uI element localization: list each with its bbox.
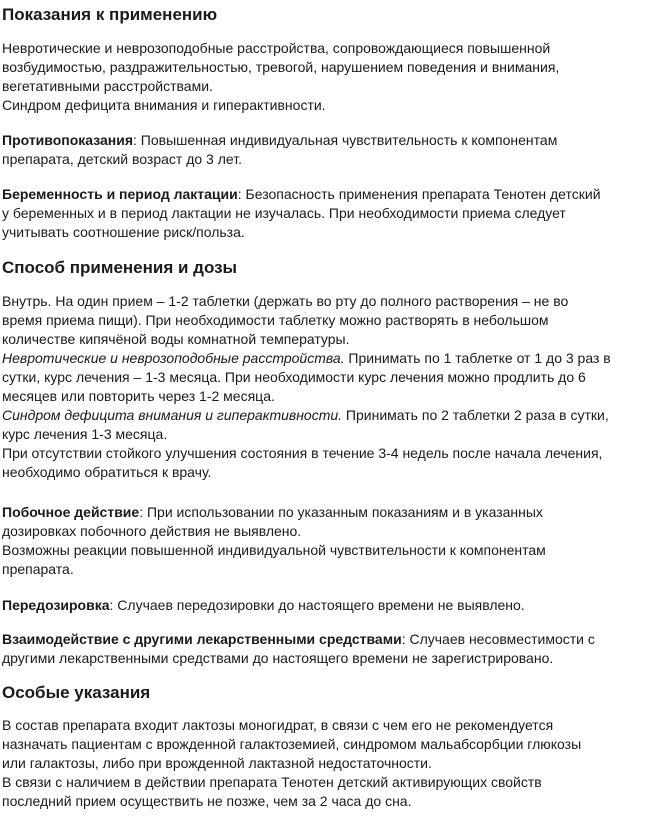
dosage-instruction: Принимать по 2 таблетки 2 раза в сутки, [342,407,609,423]
text-line: курс лечения 1-3 месяца. [2,426,168,442]
text-line: назначать пациентам с врожденной галактоземией, синдромом мальабсорбции глюкозы [2,736,582,752]
side-effects-paragraph [2,503,652,579]
side-effects-text: : При использовании по указанным показаниям и в указанных [139,504,543,520]
overdose-text: : Случаев передозировки до настоящего времени не выявлено. [109,597,525,613]
pregnancy-text: : Безопасность применения препарата Тенотен детский [237,186,601,202]
dosage-subheading: Синдром дефицита внимания и гиперактивности. [2,407,343,423]
side-effects-label: Побочное действие [2,504,140,520]
indications-heading: Показания к применению [2,5,218,24]
text-line: Возможны реакции повышенной индивидуальной чувствительности к компонентам [2,542,546,558]
text-line: другими лекарственными средствами до настоящего времени не зарегистрировано. [2,650,554,666]
overdose-label: Передозировка [2,597,110,613]
special-text [2,716,652,811]
contraindications-text: : Повышенная индивидуальная чувствительность к компонентам [133,132,558,148]
text-line: необходимо обратиться к врачу. [2,464,212,480]
contraindications-paragraph [2,131,652,169]
text-line: В состав препарата входит лактозы моногидрат, в связи с чем его не рекомендуется [2,717,554,733]
overdose-paragraph [2,596,652,615]
text-line: препарата. [2,561,74,577]
text-line: Синдром дефицита внимания и гиперактивности. [2,97,326,113]
text-line: При отсутствии стойкого улучшения состояния в течение 3-4 недель после начала лечения, [2,445,603,461]
interactions-label: Взаимодействие с другими лекарственными средствами [2,631,402,647]
pregnancy-label: Беременность и период лактации [2,186,238,202]
dosage-instruction: Принимать по 1 таблетке от 1 до 3 раз в [344,350,611,366]
dosage-text [2,292,652,482]
contraindications-label: Противопоказания [2,132,134,148]
pregnancy-paragraph [2,185,652,242]
text-line: вегетативными расстройствами. [2,78,213,94]
text-line: Невротические и неврозоподобные расстройства, сопровождающиеся повышенной [2,40,551,56]
interactions-paragraph [2,630,652,668]
indications-text [2,39,652,115]
dosage-subheading: Невротические и неврозоподобные расстройства. [2,350,345,366]
text-line: дозировках побочного действия не выявлено. [2,523,302,539]
text-line: время приема пищи). При необходимости таблетку можно растворять в небольшом [2,312,549,328]
text-line: Внутрь. На один прием – 1-2 таблетки (держать во рту до полного растворения – не во [2,293,569,309]
text-line: учитывать соотношение риск/польза. [2,224,245,240]
text-line: у беременных и в период лактации не изучалась. При необходимости приема следует [2,205,566,221]
text-line: В связи с наличием в действии препарата Тенотен детский активирующих свойств [2,774,542,790]
text-line: препарата, детский возраст до 3 лет. [2,151,242,167]
special-heading: Особые указания [2,683,151,702]
text-line: последний прием осуществить не позже, чем за 2 часа до сна. [2,793,412,809]
text-line: месяцев или повторить через 1-2 месяца. [2,388,275,404]
text-line: количестве кипячёной воды комнатной температуры. [2,331,350,347]
dosage-heading: Способ применения и дозы [2,258,238,277]
text-line: возбудимостью, раздражительностью, тревогой, нарушением поведения и внимания, [2,59,560,75]
text-line: сутки, курс лечения – 1-3 месяца. При необходимости курс лечения можно продлить до 6 [2,369,586,385]
interactions-text: : Случаев несовместимости с [401,631,595,647]
text-line: или галактозы, либо при врожденной лактазной недостаточности. [2,755,432,771]
